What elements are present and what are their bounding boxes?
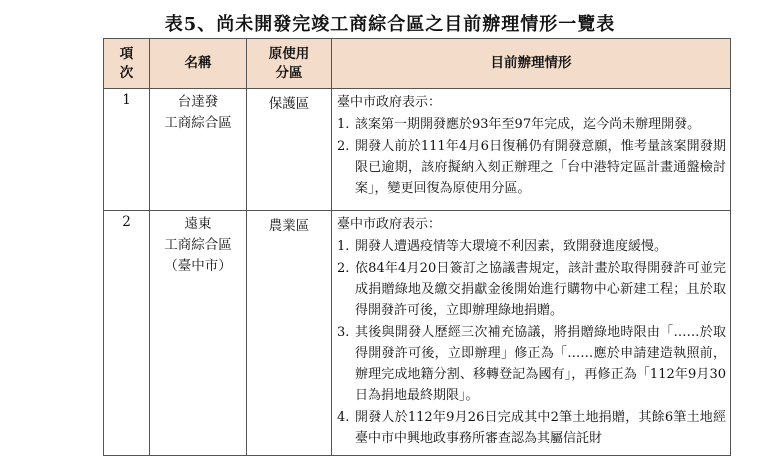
- status-intro: 臺中市政府表示：: [337, 95, 442, 110]
- table-row: [104, 211, 731, 456]
- zone-name: 台達發 工商綜合區: [150, 89, 247, 211]
- list-item: 1. 開發人遭遇疫情等大環境不利因素，致開發進度緩慢。: [337, 239, 668, 254]
- list-item: 2. 依84年4月20日簽訂之協議書規定，該計畫於取得開發許可並完成捐贈綠地及繳交捐獻金後開始進行購物中心新建工程；且於取得開發許可後，立即辦理綠地捐贈。: [337, 261, 726, 318]
- status-table: [103, 38, 731, 456]
- original-zoning: 農業區: [247, 211, 332, 456]
- header-name: 名稱: [150, 39, 247, 89]
- status-list: [337, 236, 726, 449]
- original-zoning: 保護區: [247, 89, 332, 211]
- page-title: 表5、尚未開發完竣工商綜合區之目前辦理情形一覽表: [164, 14, 616, 35]
- list-item: 2. 開發人前於111年4月6日復稱仍有開發意願，惟考量該案開發期限已逾期，該府擬納入刻正辦理之「台中港特定區計畫通盤檢討案」，變更回復為原使用分區。: [337, 139, 726, 196]
- header-current-status: 目前辦理情形: [332, 39, 731, 89]
- status-list: [337, 114, 726, 199]
- header-original-zoning: 原使用 分區: [247, 39, 332, 89]
- row-number: 1: [104, 89, 150, 211]
- header-item-no: 項 次: [104, 39, 150, 89]
- status-cell: [332, 89, 731, 211]
- list-item: 1. 該案第一期開發應於93年至97年完成，迄今尚未辦理開發。: [337, 117, 701, 132]
- status-intro: 臺中市政府表示：: [337, 217, 442, 232]
- row-number: 2: [104, 211, 150, 456]
- status-cell: [332, 211, 731, 456]
- list-item: 3. 其後與開發人歷經三次補充協議，將捐贈綠地時限由「……於取得開發許可後，立即辦理」修正為「……應於申請建造執照前，辦理完成地籍分割、移轉登記為國有」，再修正為「112年9月30日為捐地最終期限」。: [337, 325, 726, 403]
- list-item: 4. 開發人於112年9月26日完成其中2筆土地捐贈，其餘6筆土地經臺中市中興地政事務所審查認為其屬信託財: [337, 410, 726, 446]
- zone-name: 遠東 工商綜合區 （臺中市）: [150, 211, 247, 456]
- table-row: [104, 89, 731, 211]
- table-header-row: [104, 39, 731, 89]
